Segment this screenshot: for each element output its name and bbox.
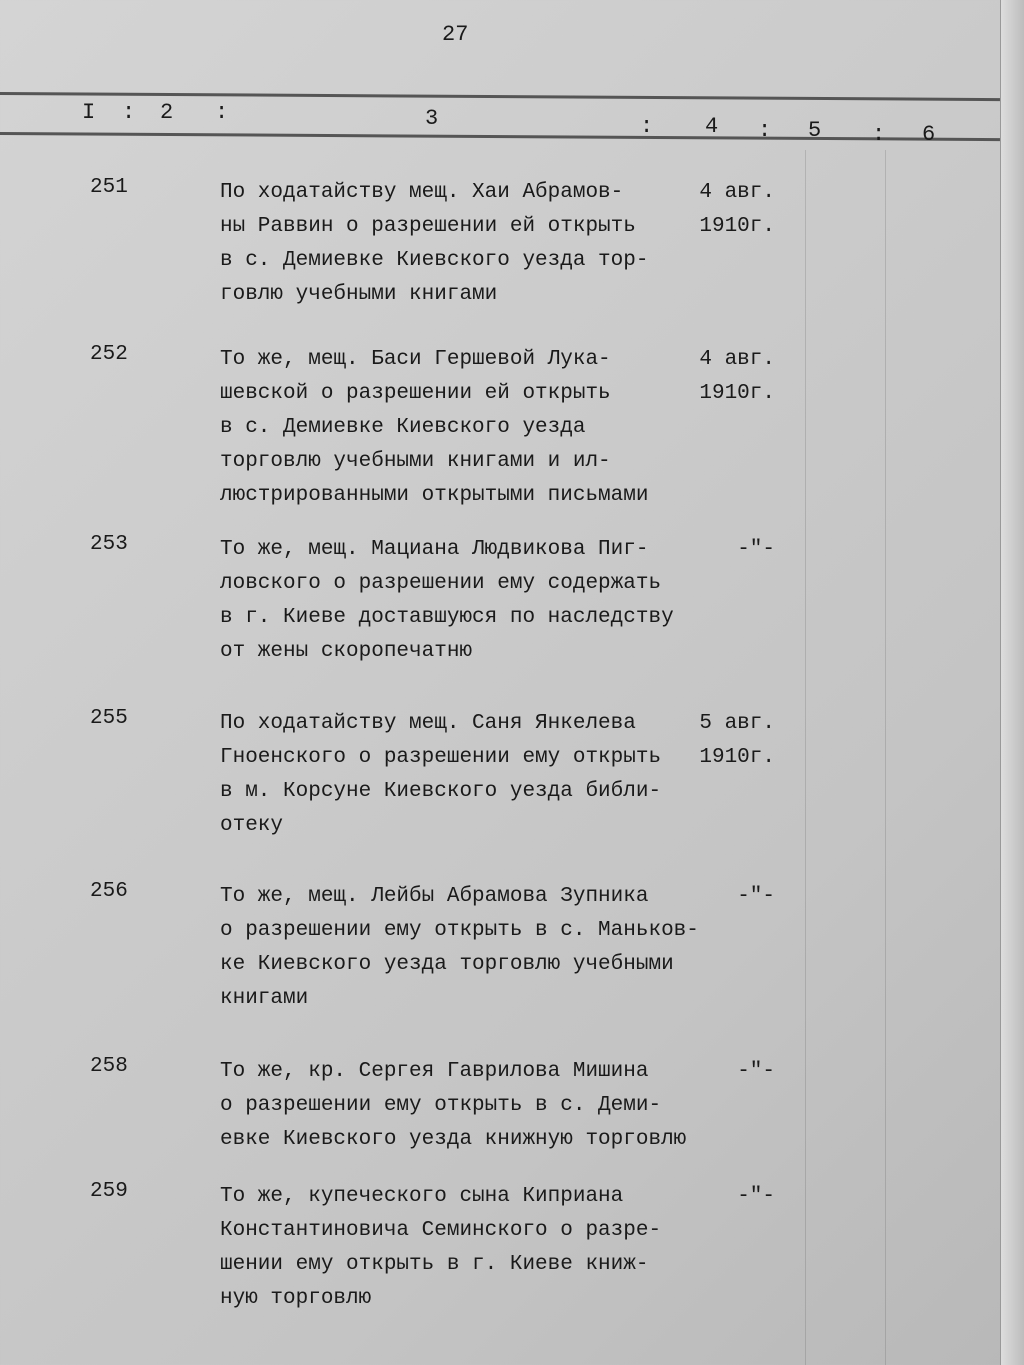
entry-date <box>640 707 775 775</box>
page-edge <box>1000 0 1024 1365</box>
column-header-5: 5 <box>808 118 822 143</box>
entry-date <box>640 176 775 244</box>
entry-date-line: 1910г. <box>699 382 775 405</box>
entry-line: торговлю учебными книгами и ил- <box>220 450 611 473</box>
entry-description <box>220 1180 661 1316</box>
entry-date-line: -"- <box>737 538 775 561</box>
entry-number: 256 <box>90 880 128 903</box>
entry-number: 255 <box>90 707 128 730</box>
entry-description <box>220 343 648 513</box>
entry-line: говлю учебными книгами <box>220 283 498 306</box>
entry-number: 259 <box>90 1180 128 1203</box>
entry-description <box>220 1055 686 1157</box>
entry-line: о разрешении ему открыть в с. Деми- <box>220 1094 662 1117</box>
entry-number: 253 <box>90 533 128 556</box>
entry-line: ны Раввин о разрешении ей открыть <box>220 215 636 238</box>
entry-date-line: 1910г. <box>699 215 775 238</box>
entry-date-line: -"- <box>737 1185 775 1208</box>
entry-date <box>640 533 775 567</box>
entry-number: 258 <box>90 1055 128 1078</box>
entry-line: в м. Корсуне Киевского уезда библи- <box>220 780 662 803</box>
entry-line: По ходатайству мещ. Саня Янкелева <box>220 712 636 735</box>
entry-date <box>640 1055 775 1089</box>
column-divider <box>805 150 806 1365</box>
entry-line: То же, мещ. Лейбы Абрамова Зупника <box>220 885 649 908</box>
column-header-2: 2 <box>160 100 174 125</box>
entry-line: шении ему открыть в г. Киеве книж- <box>220 1253 649 1276</box>
entry-description <box>220 707 661 843</box>
entry-line: То же, мещ. Мациана Людвикова Пиг- <box>220 538 649 561</box>
entry-date <box>640 343 775 411</box>
column-header-6: 6 <box>922 122 936 147</box>
page-number: 27 <box>442 22 469 47</box>
column-header-1: I <box>82 100 96 125</box>
entry-line: евке Киевского уезда книжную торговлю <box>220 1128 687 1151</box>
entry-date <box>640 880 775 914</box>
entry-date-line: -"- <box>737 1060 775 1083</box>
entry-line: То же, мещ. Баси Гершевой Лука- <box>220 348 611 371</box>
entry-line: о разрешении ему открыть в с. Маньков- <box>220 919 699 942</box>
entry-line: в с. Демиевке Киевского уезда тор- <box>220 249 649 272</box>
entry-date-line: 1910г. <box>699 746 775 769</box>
entry-description <box>220 176 648 312</box>
column-separator: : <box>640 114 654 139</box>
entry-date-line: 4 авг. <box>699 348 775 371</box>
entry-line: То же, кр. Сергея Гаврилова Мишина <box>220 1060 649 1083</box>
entry-line: Константиновича Семинского о разре- <box>220 1219 662 1242</box>
entry-date-line: 4 авг. <box>699 181 775 204</box>
entry-number: 251 <box>90 176 128 199</box>
header-rule-bottom <box>0 132 1000 141</box>
column-separator: : <box>872 122 886 147</box>
entry-date <box>640 1180 775 1214</box>
entry-description <box>220 880 699 1016</box>
entry-line: По ходатайству мещ. Хаи Абрамов- <box>220 181 624 204</box>
entry-line: в с. Демиевке Киевского уезда <box>220 416 586 439</box>
column-divider <box>885 150 886 1365</box>
column-header-3: 3 <box>425 106 439 131</box>
column-separator: : <box>122 100 136 125</box>
entry-line: от жены скоропечатню <box>220 640 473 663</box>
entry-line: люстрированными открытыми письмами <box>220 484 649 507</box>
entry-line: То же, купеческого сына Киприана <box>220 1185 624 1208</box>
entry-line: в г. Киеве доставшуюся по наследству <box>220 606 674 629</box>
entry-description <box>220 533 674 669</box>
entry-line: ную торговлю <box>220 1287 372 1310</box>
entry-line: Гноенского о разрешении ему открыть <box>220 746 662 769</box>
entry-date-line: -"- <box>737 885 775 908</box>
entry-line: отеку <box>220 814 284 837</box>
entry-date-line: 5 авг. <box>699 712 775 735</box>
header-rule-top <box>0 92 1000 101</box>
entry-number: 252 <box>90 343 128 366</box>
entry-line: шевской о разрешении ей открыть <box>220 382 611 405</box>
column-separator: : <box>758 118 772 143</box>
entry-line: ловского о разрешении ему содержать <box>220 572 662 595</box>
column-separator: : <box>215 100 229 125</box>
entry-line: ке Киевского уезда торговлю учебными <box>220 953 674 976</box>
column-header-4: 4 <box>705 114 719 139</box>
entry-line: книгами <box>220 987 309 1010</box>
